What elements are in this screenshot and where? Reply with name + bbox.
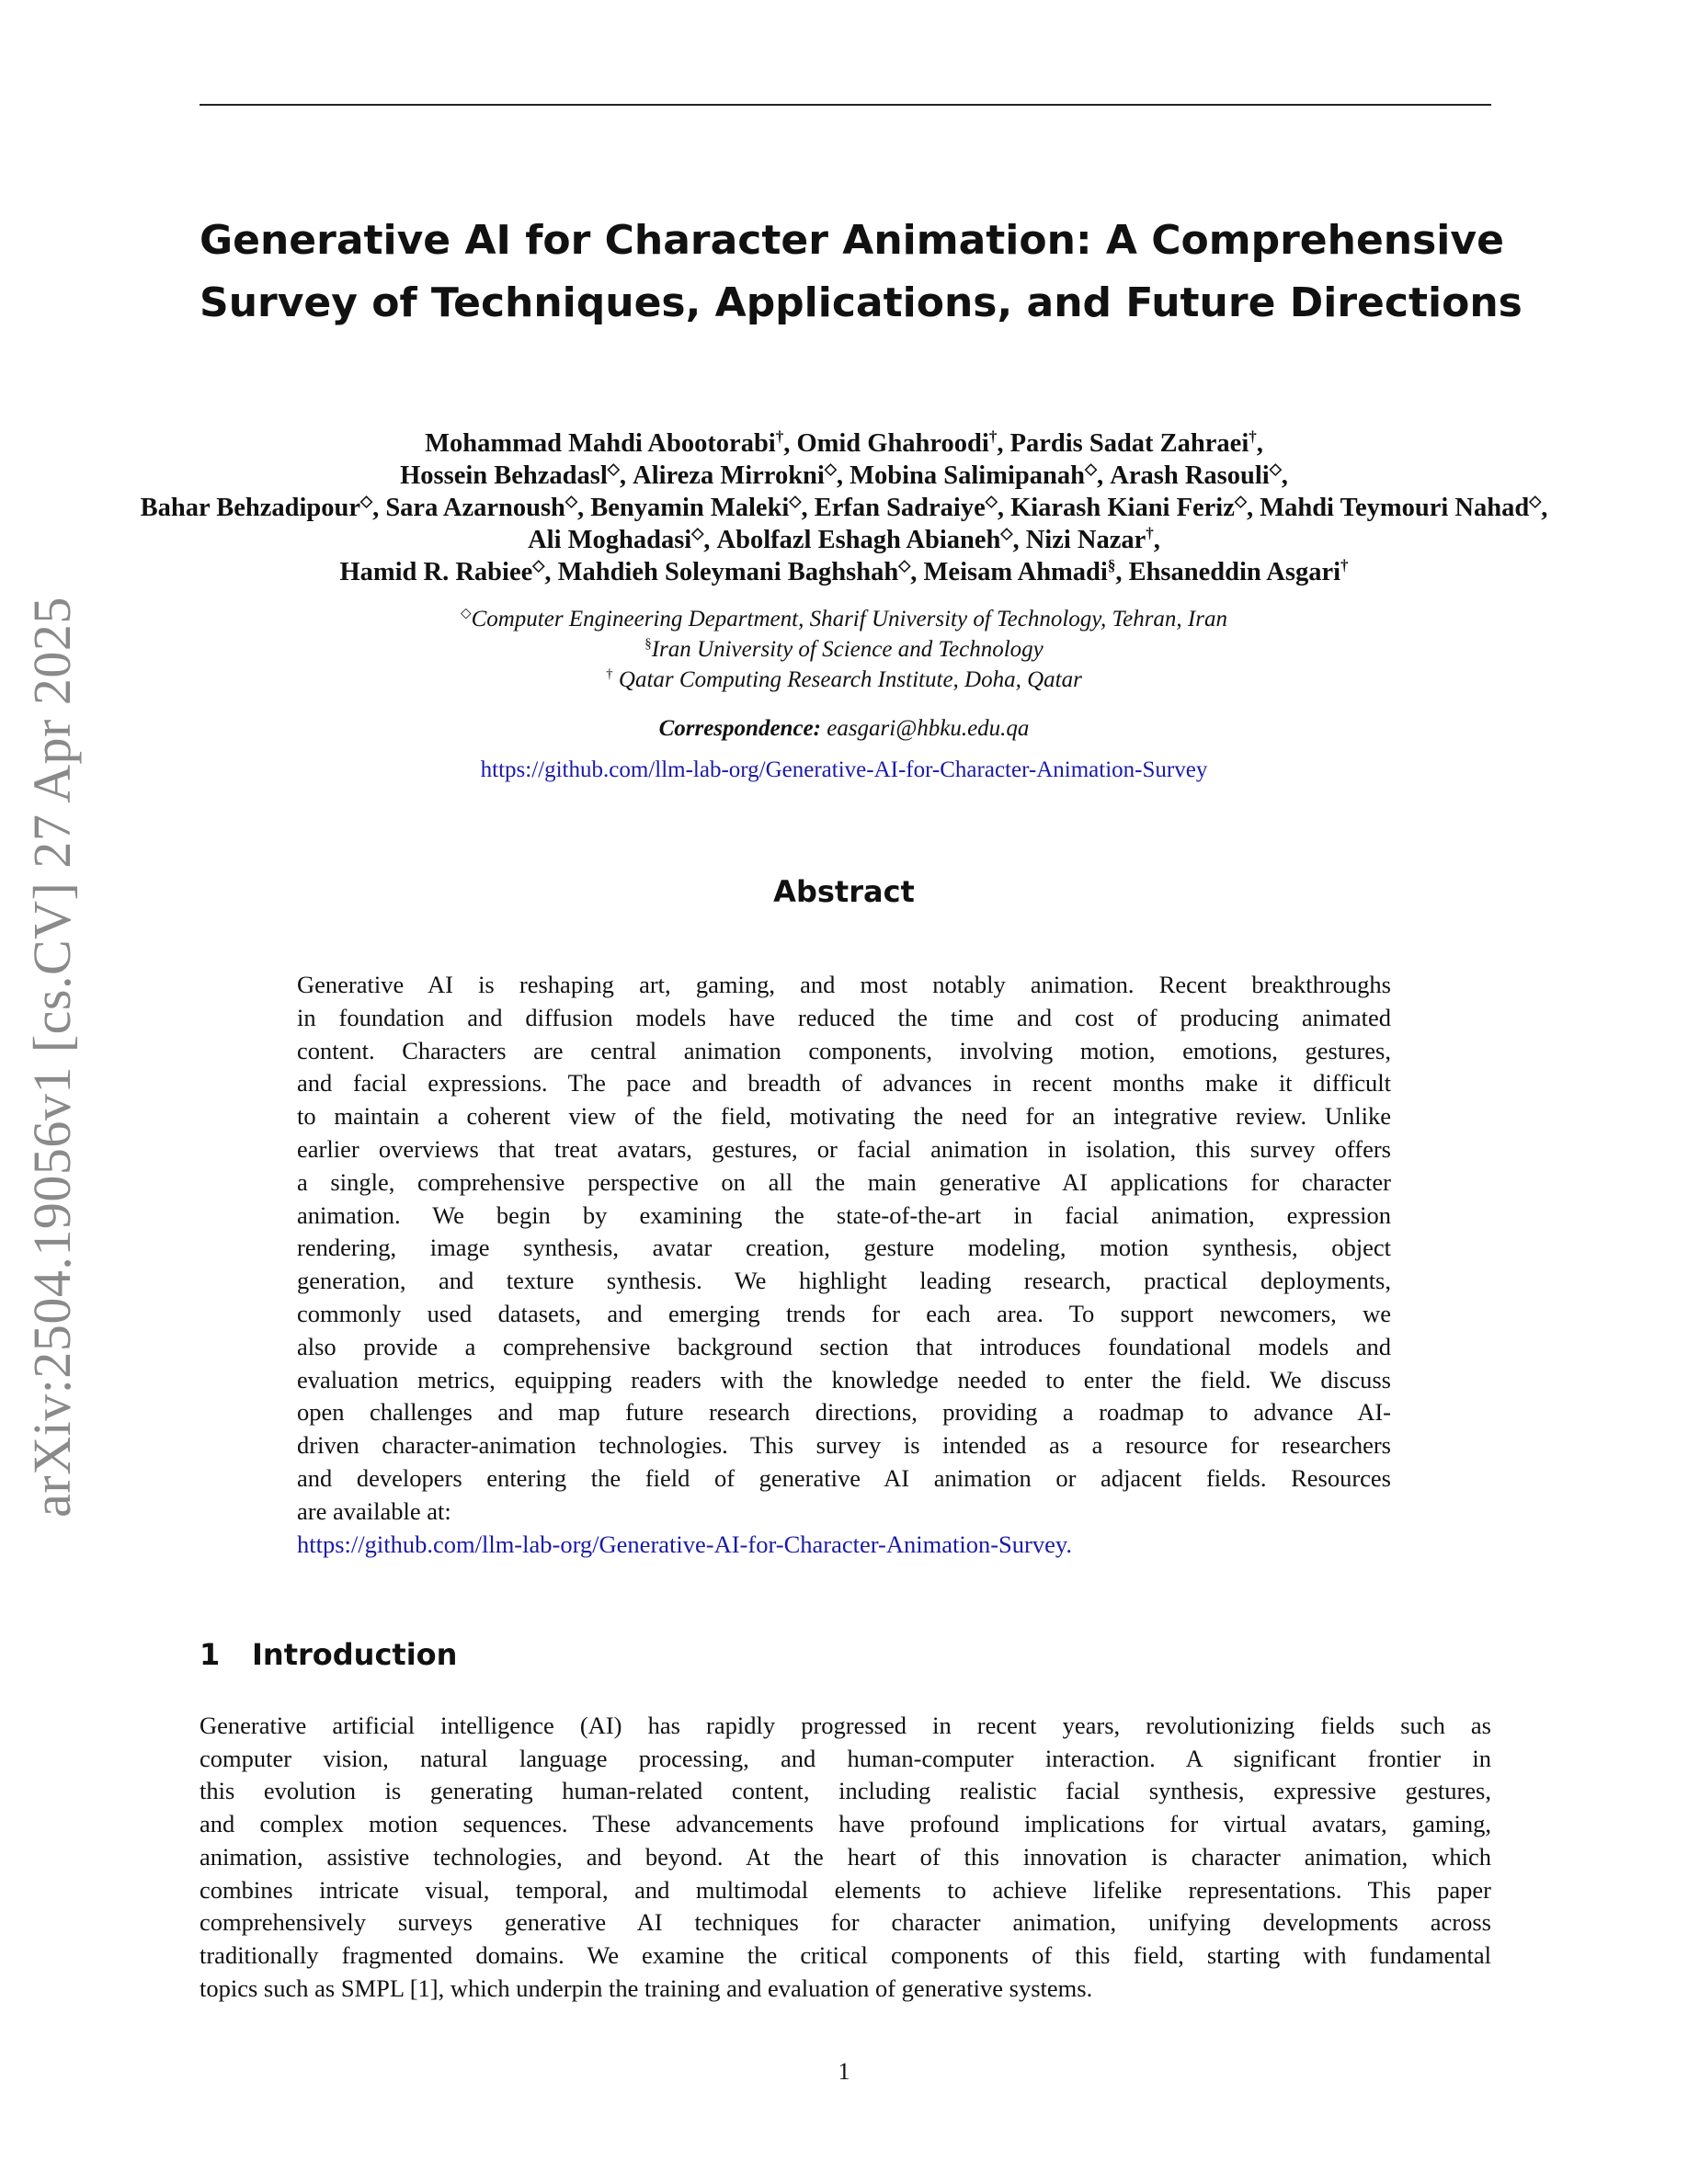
abstract-line: also provide a comprehensive background section that introduces foundational models and [297,1332,1391,1360]
author-mark: ◇ [824,460,837,478]
author-mark: ◇ [1529,492,1542,510]
author-mark: ◇ [532,556,545,574]
paragraph-line: this evolution is generating human-related content, including realistic facial synthesis, expressive gestures, [200,1777,1491,1805]
author-mark: † [1146,524,1154,542]
author-name: Ali Moghadasi [528,526,692,554]
affiliation-text: Iran University of Science and Technology [651,637,1044,662]
affiliation [138,604,1550,634]
section-heading-introduction [200,1636,457,1673]
affiliation-text: Qatar Computing Research Institute, Doha, Qatar [612,667,1082,692]
author-name: Nizi Nazar [1025,526,1146,554]
repository-link[interactable]: https://github.com/llm-lab-org/Generative-AI-for-Character-Animation-Survey [480,757,1208,782]
author-name: Mahdieh Soleymani Baghshah [557,558,899,586]
author-mark: ◇ [1084,460,1098,478]
author-mark: § [1107,556,1116,574]
abstract-line: and facial expressions. The pace and breadth of advances in recent months make it difficult [297,1069,1391,1098]
author-mark: ◇ [985,492,998,510]
affiliation-text: Computer Engineering Department, Sharif University of Technology, Tehran, Iran [471,607,1227,631]
abstract-line: generation, and texture synthesis. We highlight leading research, practical deployments, [297,1267,1391,1295]
paragraph-line: combines intricate visual, temporal, and multimodal elements to achieve lifelike representations. This paper [200,1875,1491,1904]
author-line: Bahar Behzadipour◇, Sara Azarnoush◇, Benyamin Maleki◇, Erfan Sadraiye◇, Kiarash Kiani Feriz◇, Mahdi Teymouri Nahad◇, [140,492,1548,522]
author-line: Hamid R. Rabiee◇, Mahdieh Soleymani Baghshah◇, Meisam Ahmadi§, Ehsaneddin Asgari† [339,556,1349,586]
author-name: Meisam Ahmadi [923,558,1108,586]
author-name: Omid Ghahroodi [796,429,989,458]
author-name: Hossein Behzadasl [400,461,608,490]
affiliation-mark: ◇ [461,606,472,621]
author-name: Mahdi Teymouri Nahad [1260,494,1530,522]
paper-title [200,210,1523,335]
author-mark: † [1340,556,1349,574]
title-line: Survey of Techniques, Applications, and Future Directions [200,279,1523,326]
author-name: Kiarash Kiani Feriz [1010,494,1235,522]
affiliation-mark: § [644,636,652,652]
correspondence-label: Correspondence: [658,716,821,741]
author-mark: ◇ [691,524,704,542]
abstract-line: and developers entering the field of generative AI animation or adjacent fields. Resources [297,1463,1391,1492]
author-name: Alireza Mirrokni [633,461,825,490]
abstract-line: in foundation and diffusion models have reduced the time and cost of producing animated [297,1003,1391,1031]
author-name: Mohammad Mahdi Abootorabi [425,429,776,458]
author-line: Hossein Behzadasl◇, Alireza Mirrokni◇, Mobina Salimipanah◇, Arash Rasouli◇, [400,460,1288,490]
author-name: Sara Azarnoush [385,494,565,522]
affiliation [138,665,1550,695]
author-list [138,427,1550,588]
abstract-line: animation. We begin by examining the state-of-the-art in facial animation, expression [297,1200,1391,1229]
affiliation-list [138,604,1550,695]
author-mark: ◇ [1234,492,1247,510]
introduction-paragraph [200,1710,1491,2005]
abstract-line: a single, comprehensive perspective on all the main generative AI applications for character [297,1167,1391,1196]
author-name: Ehsaneddin Asgari [1128,558,1341,586]
section-number: 1 [200,1637,221,1672]
section-title: Introduction [252,1637,458,1672]
author-mark: † [775,427,784,446]
abstract-line: are available at: [297,1496,451,1525]
author-mark: † [1249,427,1257,446]
paragraph-line: comprehensively surveys generative AI techniques for character animation, unifying developments across [200,1908,1491,1937]
title-line: Generative AI for Character Animation: A Comprehensive [200,217,1504,264]
author-mark: ◇ [359,492,373,510]
author-mark: ◇ [565,492,577,510]
author-name: Arash Rasouli [1110,461,1270,490]
paragraph-line: topics such as SMPL [1], which underpin the training and evaluation of generative systems. [200,1974,1093,2002]
paragraph-line: and complex motion sequences. These advancements have profound implications for virtual avatars, gaming, [200,1810,1491,1838]
author-mark: ◇ [898,556,911,574]
affiliation-mark: † [606,666,613,682]
paragraph-line: traditionally fragmented domains. We examine the critical components of this field, starting with fundamental [200,1940,1491,1969]
paragraph-line: animation, assistive technologies, and beyond. At the heart of this innovation is character animation, which [200,1842,1491,1871]
abstract-line: content. Characters are central animation components, involving motion, emotions, gestures, [297,1036,1391,1064]
author-name: Erfan Sadraiye [814,494,986,522]
abstract-line: open challenges and map future research directions, providing a roadmap to advance AI- [297,1398,1391,1427]
author-mark: ◇ [1000,524,1013,542]
abstract-line: driven character-animation technologies. This survey is intended as a resource for researchers [297,1431,1391,1460]
abstract-text [297,969,1391,1529]
author-name: Mobina Salimipanah [850,461,1085,490]
abstract-line: Generative AI is reshaping art, gaming, and most notably animation. Recent breakthroughs [297,971,1391,998]
abstract-line: commonly used datasets, and emerging trends for each area. To support newcomers, we [297,1299,1391,1327]
abstract-resource-link[interactable]: https://github.com/llm-lab-org/Generative-AI-for-Character-Animation-Survey. [297,1530,1073,1558]
author-name: Bahar Behzadipour [140,494,360,522]
paragraph-line: computer vision, natural language processing, and human-computer interaction. A significant frontier in [200,1744,1491,1772]
author-mark: † [988,427,998,446]
author-mark: ◇ [789,492,802,510]
abstract-line: earlier overviews that treat avatars, gestures, or facial animation in isolation, this survey offers [297,1134,1391,1163]
author-name: Abolfazl Eshagh Abianeh [716,526,1001,554]
abstract-line: rendering, image synthesis, avatar creation, gesture modeling, motion synthesis, object [297,1234,1391,1262]
author-mark: ◇ [607,460,620,478]
correspondence [138,714,1550,744]
correspondence-email[interactable]: easgari@hbku.edu.qa [827,716,1030,741]
author-name: Benyamin Maleki [590,494,790,522]
author-line: Ali Moghadasi◇, Abolfazl Eshagh Abianeh◇, Nizi Nazar†, [528,524,1160,554]
author-name: Hamid R. Rabiee [339,558,533,586]
affiliation [138,634,1550,665]
author-line: Mohammad Mahdi Abootorabi†, Omid Ghahroodi†, Pardis Sadat Zahraei†, [425,427,1263,458]
arxiv-identifier: arXiv:2504.19056v1 [cs.CV] 27 Apr 2025 [22,597,82,1518]
page-number: 1 [838,2058,850,2085]
author-mark: ◇ [1269,460,1282,478]
header-rule [200,104,1491,106]
author-name: Pardis Sadat Zahraei [1009,429,1249,458]
abstract-line: to maintain a coherent view of the field, motivating the need for an integrative review. Unlike [297,1102,1391,1131]
abstract-heading: Abstract [773,874,915,909]
paragraph-line: Generative artificial intelligence (AI) has rapidly progressed in recent years, revolutionizing fields such as [200,1712,1491,1739]
abstract-line: evaluation metrics, equipping readers with the knowledge needed to enter the field. We discuss [297,1365,1391,1393]
abstract-body [297,969,1391,1561]
